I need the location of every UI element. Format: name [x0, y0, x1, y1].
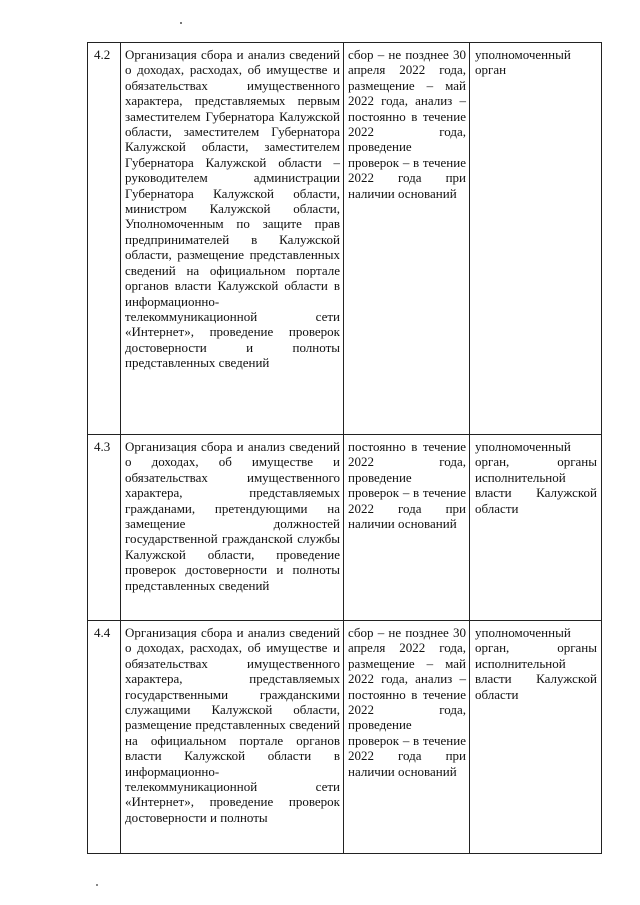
event-description: Организация сбора и анализ сведений о доходах, расходах, об имуществе и обязательствах имущественного характера, представляемых первым заместителем Губернатора Калужской области, заместителем Губернатора Калужской области, заместителем Губернатора Калужской области – руководителем администрации Губернатора Калужской области, министром Калужской области, Уполномоченным по защите прав предпринимателей в Калужской области, размещение представленных сведений на официальном портале органов власти Калужской области в информационно-телекоммуникационной сети «Интернет», проведение проверок достоверности и полноты представленных сведений	[121, 43, 344, 435]
row-number: 4.3	[88, 435, 121, 621]
row-number: 4.2	[88, 43, 121, 435]
measures-table	[87, 42, 602, 854]
event-description: Организация сбора и анализ сведений о доходах, расходах, об имуществе и обязательствах имущественного характера, представляемых государственными гражданскими служащими Калужской области, размещение представленных сведений на официальном портале органов власти Калужской области в информационно-телекоммуникационной сети «Интернет», проведение проверок достоверности и полноты	[121, 621, 344, 854]
execution-term: сбор – не позднее 30 апреля 2022 года, размещение – май 2022 года, анализ – постоянно в течение 2022 года, проведение проверок – в течение 2022 года при наличии оснований	[344, 43, 470, 435]
execution-term: сбор – не позднее 30 апреля 2022 года, размещение – май 2022 года, анализ – постоянно в течение 2022 года, проведение проверок – в течение 2022 года при наличии оснований	[344, 621, 470, 854]
table-row	[88, 435, 602, 621]
table-row	[88, 43, 602, 435]
event-description: Организация сбора и анализ сведений о доходах, об имуществе и обязательствах имущественного характера, представляемых гражданами, претендующими на замещение должностей государственной гражданской службы Калужской области, проведение проверок достоверности и полноты представленных сведений	[121, 435, 344, 621]
table-row	[88, 621, 602, 854]
responsible-executor: уполномоченный орган	[470, 43, 602, 435]
responsible-executor: уполномоченный орган, органы исполнительной власти Калужской области	[470, 435, 602, 621]
execution-term: постоянно в течение 2022 года, проведение проверок – в течение 2022 года при наличии оснований	[344, 435, 470, 621]
scan-dot-top	[180, 22, 182, 24]
scan-dot-bottom	[96, 884, 98, 886]
row-number: 4.4	[88, 621, 121, 854]
responsible-executor: уполномоченный орган, органы исполнительной власти Калужской области	[470, 621, 602, 854]
